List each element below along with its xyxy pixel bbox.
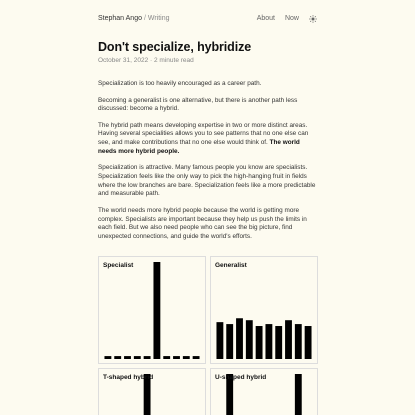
- breadcrumb-separator: /: [143, 15, 146, 22]
- page-title: Don't specialize, hybridize: [98, 40, 252, 54]
- skill-bar: [236, 318, 243, 359]
- skill-bar: [295, 374, 302, 415]
- skill-bar: [114, 356, 121, 359]
- diagram-grid: [98, 256, 318, 415]
- paragraph: Specialization is too heavily encouraged as a career path.: [98, 80, 262, 87]
- nav-about[interactable]: About: [256, 15, 275, 22]
- skill-bar: [124, 356, 131, 359]
- diagram-card-specialist: [98, 256, 206, 364]
- diagram-card-generalist: [210, 256, 318, 364]
- skill-bar: [216, 322, 223, 359]
- diagram-title: U-shaped hybrid: [215, 374, 267, 381]
- skill-bar: [193, 356, 200, 359]
- bar-diagram: [99, 257, 205, 363]
- diagram-title: Specialist: [103, 262, 134, 269]
- skill-bar: [305, 326, 312, 359]
- post-body: [98, 80, 320, 250]
- paragraph: Becoming a generalist is one alternative, but there is another path less discussed: become a hybrid.: [98, 96, 298, 113]
- skill-bar: [256, 326, 263, 359]
- paragraph: [98, 122, 320, 157]
- sun-icon[interactable]: [309, 15, 317, 23]
- nav-now[interactable]: Now: [284, 15, 299, 22]
- skill-bar: [295, 324, 302, 359]
- emphasis-text: The world needs more hybrid people.: [98, 139, 300, 155]
- diagram-card-u-shaped: [210, 368, 318, 415]
- site-brand: [98, 14, 170, 23]
- skill-bar: [104, 356, 111, 359]
- author-link[interactable]: Stephan Ango: [98, 15, 142, 22]
- skill-bar: [163, 356, 170, 359]
- skill-bar: [226, 324, 233, 359]
- diagram-title: T-shaped hybrid: [103, 374, 154, 381]
- skill-bar: [265, 324, 272, 359]
- paragraph: Specialization is attractive. Many famous people you know are specialists. Specialization feels like the only way to pick the high-hanging fruit in fields where the low branches are bare. Specialization feels like a more predictable and measurable path.: [98, 164, 316, 198]
- skill-bar: [173, 356, 180, 359]
- skill-bar: [183, 356, 190, 359]
- skill-bar: [246, 320, 253, 359]
- skill-bar: [285, 320, 292, 359]
- post-meta: October 31, 2022 · 2 minute read: [98, 57, 194, 64]
- site-header: [98, 14, 317, 23]
- skill-bar: [134, 356, 141, 359]
- paragraph-text: The hybrid path means developing expertise in two or more distinct areas. Having several specialities allows you to see patterns that no one else can see, and make contributions that no one else would think of.: [98, 121, 309, 147]
- section-link[interactable]: Writing: [147, 15, 170, 22]
- paragraph: The world needs more hybrid people because the world is getting more complex. Specialists are important because they help us push the limits in each field. But we also need people who can see the big picture, find unexpected connections, and guide the world's efforts.: [98, 206, 307, 241]
- skill-bar: [275, 326, 282, 359]
- main-nav: [257, 14, 317, 23]
- diagram-title: Generalist: [215, 262, 247, 269]
- skill-bar: [144, 356, 151, 359]
- bar-diagram: [211, 257, 317, 363]
- diagram-card-t-shaped: [98, 368, 206, 415]
- skill-bar: [153, 262, 160, 359]
